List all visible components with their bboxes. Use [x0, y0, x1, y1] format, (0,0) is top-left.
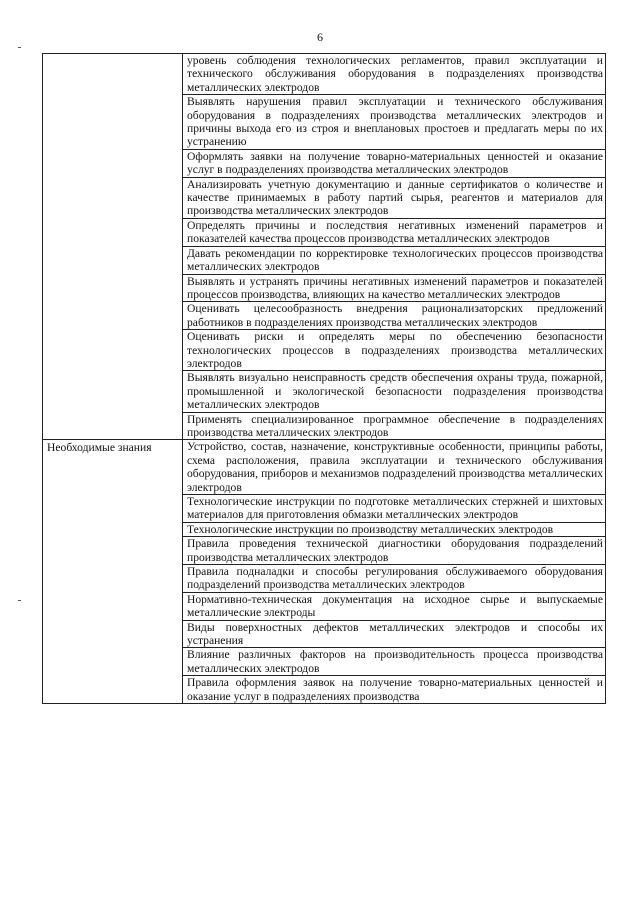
- skill-text: Выявлять визуально неисправность средств обеспечения охраны труда, пожарной, промышленной и экологической безопасности подразделения производства металлических электродов: [187, 371, 603, 412]
- table-row: [43, 440, 606, 495]
- skill-cell: [183, 54, 606, 95]
- knowledge-cell: [183, 620, 606, 648]
- skill-cell: [183, 218, 606, 246]
- knowledge-text: Правила проведения технической диагностики оборудования подразделений производства металлических электродов: [187, 537, 603, 564]
- knowledge-cell: [183, 495, 606, 523]
- knowledge-label-cell: [43, 440, 183, 704]
- skill-cell: [183, 330, 606, 371]
- skill-text: уровень соблюдения технологических регламентов, правил эксплуатации и технического обслуживания оборудования в подразделениях производства металлических электродов: [187, 54, 603, 94]
- knowledge-cell: [183, 537, 606, 565]
- skill-text: Анализировать учетную документацию и данные сертификатов о количестве и качестве принимаемых в работу партий сырья, реагентов и материалов для производства металлических электродов: [187, 177, 603, 218]
- skill-text: Определять причины и последствия негативных изменений параметров и показателей качества процессов производства металлических электродов: [187, 218, 603, 246]
- scan-mark: [18, 47, 21, 48]
- skill-text: Применять специализированное программное обеспечение в подразделениях производства металлических электродов: [187, 412, 603, 439]
- skill-text: Выявлять нарушения правил эксплуатации и технического обслуживания оборудования в подразделениях производства металлических электродов и причины выхода его из строя и внеплановых простоев и предлагать меры по их устранению: [187, 95, 603, 149]
- scan-mark: [18, 600, 21, 601]
- knowledge-text: Виды поверхностных дефектов металлических электродов и способы их устранения: [187, 620, 603, 648]
- skill-cell: [183, 274, 606, 302]
- skill-text: Выявлять и устранять причины негативных изменений параметров и показателей процессов производства, влияющих на качество металлических электродов: [187, 274, 603, 301]
- skill-cell: [183, 246, 606, 274]
- skill-text: Оформлять заявки на получение товарно-материальных ценностей и оказание услуг в подразделениях производства металлических электродов: [187, 149, 603, 177]
- knowledge-text: Технологические инструкции по подготовке металлических стержней и шихтовых материалов для приготовления обмазки металлических электродов: [187, 495, 603, 522]
- skill-cell: [183, 149, 606, 177]
- skill-cell: [183, 371, 606, 412]
- knowledge-cell: [183, 676, 606, 704]
- knowledge-text: Правила оформления заявок на получение товарно-материальных ценностей и оказание услуг в подразделениях производства: [187, 676, 603, 703]
- knowledge-label: Необходимые знания: [47, 441, 152, 455]
- knowledge-text: Правила подналадки и способы регулирования обслуживаемого оборудования подразделений производства металлических электродов: [187, 565, 603, 592]
- knowledge-cell: [183, 522, 606, 536]
- knowledge-text: Нормативно-техническая документация на исходное сырье и выпускаемые металлические электроды: [187, 592, 603, 620]
- requirements-table: [42, 53, 606, 704]
- knowledge-text: Влияние различных факторов на производительность процесса производства металлических электродов: [187, 648, 603, 675]
- knowledge-text: Устройство, состав, назначение, конструктивные особенности, принципы работы, схема расположения, правила эксплуатации и технического обслуживания оборудования, приборов и механизмов подразделений производства металлических электродов: [187, 440, 603, 494]
- skill-text: Оценивать целесообразность внедрения рационализаторских предложений работников в подразделениях производства металлических электродов: [187, 302, 603, 329]
- knowledge-cell: [183, 565, 606, 593]
- page-number: 6: [317, 30, 323, 44]
- skill-cell: [183, 412, 606, 440]
- skill-text: Давать рекомендации по корректировке технологических процессов производства металлических электродов: [187, 246, 603, 274]
- knowledge-cell: [183, 648, 606, 676]
- skill-cell: [183, 177, 606, 218]
- skill-cell: [183, 95, 606, 150]
- knowledge-cell: [183, 440, 606, 495]
- knowledge-text: Технологические инструкции по производству металлических электродов: [187, 522, 554, 536]
- skills-label-cell: [43, 54, 183, 440]
- skill-cell: [183, 302, 606, 330]
- skill-text: Оценивать риски и определять меры по обеспечению безопасности технологических процессов в подразделениях производства металлических электродов: [187, 330, 603, 370]
- knowledge-cell: [183, 592, 606, 620]
- table-row: [43, 54, 606, 95]
